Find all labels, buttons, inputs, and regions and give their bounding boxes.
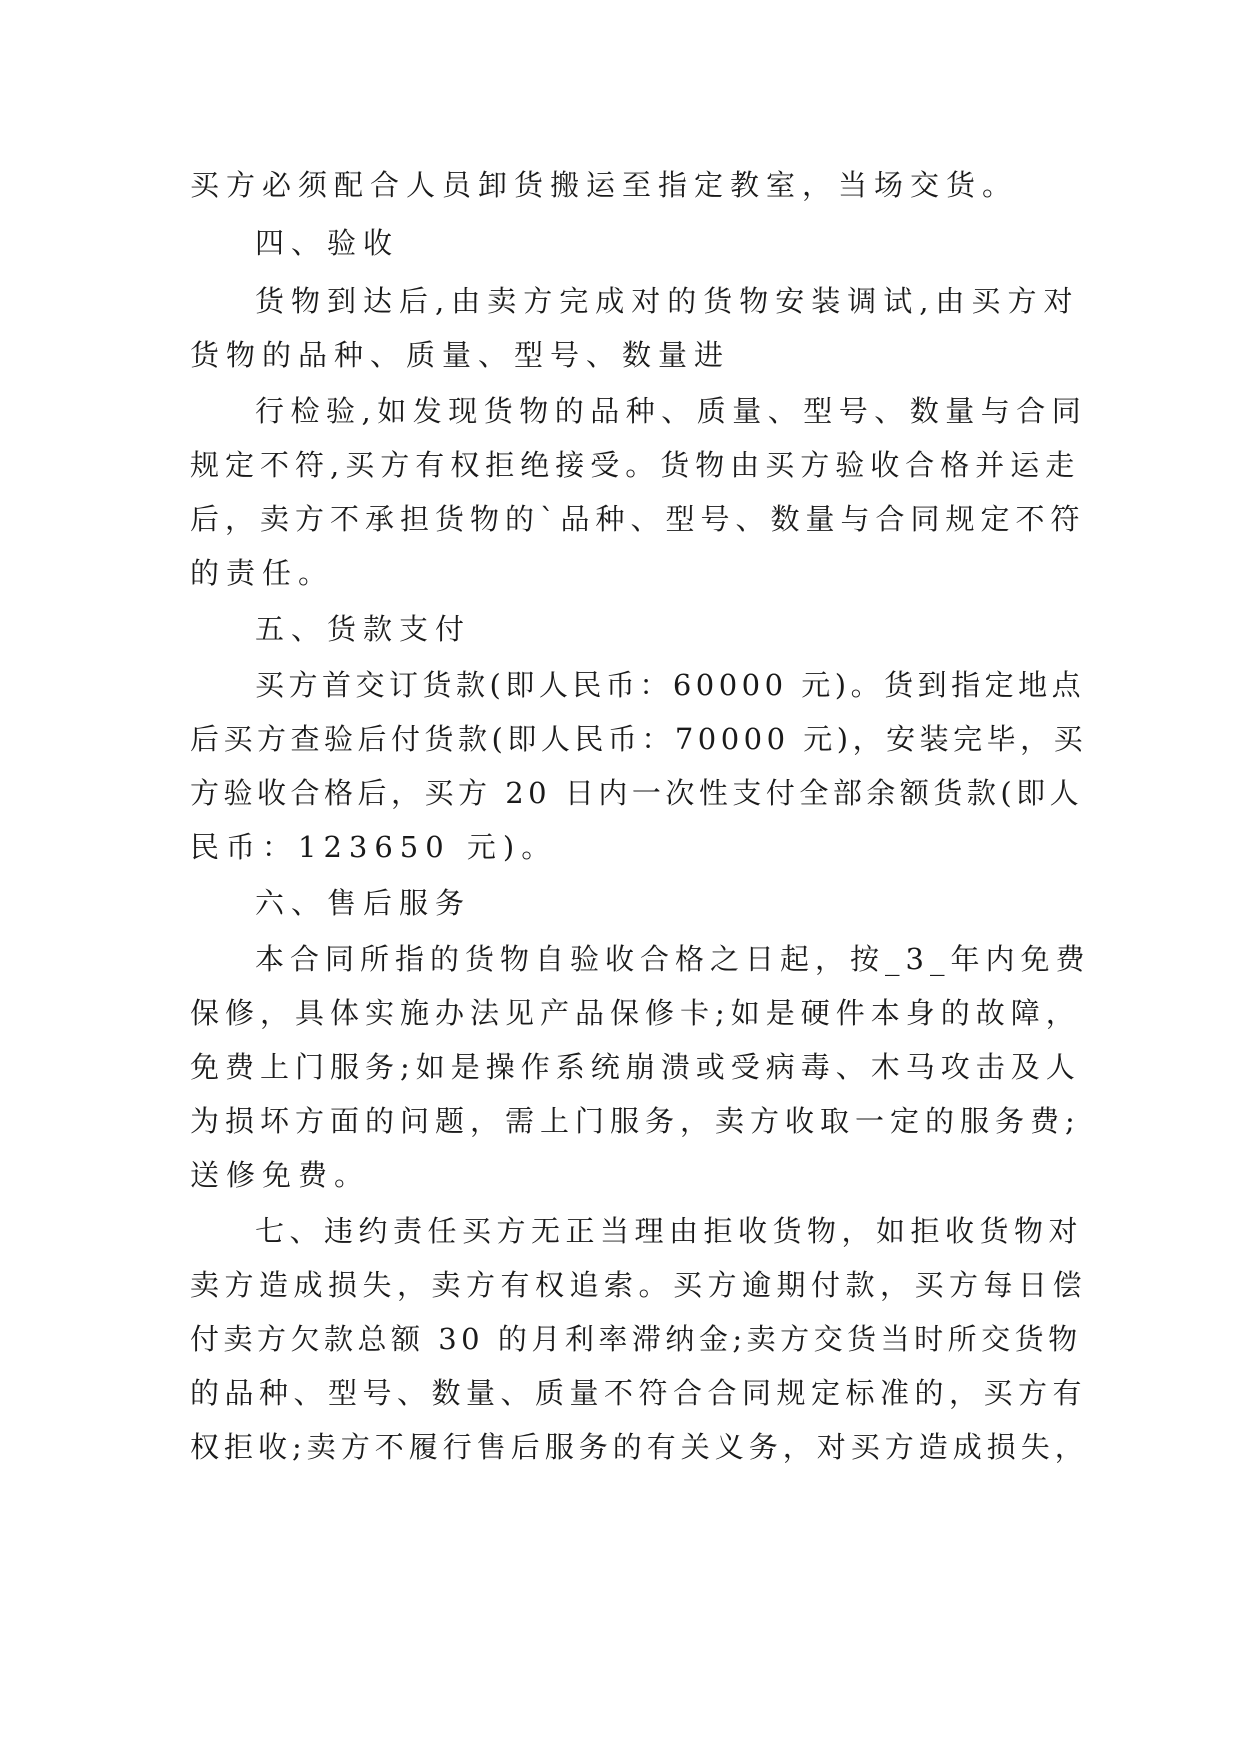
paragraph-after-sales-line: 为损坏方面的问题，需上门服务，卖方收取一定的服务费; xyxy=(190,1104,1081,1138)
paragraph-liability-line: 付卖方欠款总额 30 的月利率滞纳金;卖方交货当时所交货物 xyxy=(190,1322,1082,1356)
paragraph-inspection-line: 规定不符,买方有权拒绝接受。货物由买方验收合格并运走 xyxy=(190,448,1081,482)
paragraph-payment-line: 后买方查验后付货款(即人民币：70000 元)，安装完毕，买 xyxy=(190,722,1088,756)
paragraph-payment-line: 方验收合格后，买方 20 日内一次性支付全部余额货款(即人 xyxy=(190,776,1084,810)
paragraph-inspection-line: 后，卖方不承担货物的`品种、型号、数量与合同规定不符 xyxy=(190,502,1086,536)
section-heading-after-sales: 六、售后服务 xyxy=(255,886,472,920)
paragraph-delivery-line: 买方必须配合人员卸货搬运至指定教室，当场交货。 xyxy=(190,168,1019,202)
paragraph-after-sales-line: 免费上门服务;如是操作系统崩溃或受病毒、木马攻击及人 xyxy=(190,1050,1081,1084)
section-heading-acceptance: 四、验收 xyxy=(255,226,400,260)
paragraph-after-sales-line: 本合同所指的货物自验收合格之日起，按_3_年内免费 xyxy=(255,942,1091,976)
paragraph-liability-line: 权拒收;卖方不履行售后服务的有关义务，对买方造成损失， xyxy=(190,1430,1089,1464)
section-heading-payment: 五、货款支付 xyxy=(255,612,472,646)
paragraph-liability-line: 的品种、型号、数量、质量不符合合同规定标准的，买方有 xyxy=(190,1376,1088,1410)
paragraph-payment-line: 买方首交订货款(即人民币：60000 元)。货到指定地点 xyxy=(255,668,1086,702)
paragraph-inspection-line: 行检验,如发现货物的品种、质量、型号、数量与合同 xyxy=(255,394,1088,428)
paragraph-after-sales-line: 送修免费。 xyxy=(190,1158,371,1192)
paragraph-after-sales-line: 保修，具体实施办法见产品保修卡;如是硬件本身的故障， xyxy=(190,996,1081,1030)
paragraph-acceptance-line: 货物的品种、质量、型号、数量进 xyxy=(190,338,731,372)
paragraph-liability-line: 七、违约责任买方无正当理由拒收货物，如拒收货物对 xyxy=(255,1214,1084,1248)
paragraph-acceptance-line: 货物到达后,由卖方完成对的货物安装调试,由买方对 xyxy=(255,284,1080,318)
paragraph-payment-line: 民币：123650 元)。 xyxy=(190,830,558,864)
paragraph-liability-line: 卖方造成损失，卖方有权追索。买方逾期付款，买方每日偿 xyxy=(190,1268,1088,1302)
paragraph-inspection-line: 的责任。 xyxy=(190,556,335,590)
